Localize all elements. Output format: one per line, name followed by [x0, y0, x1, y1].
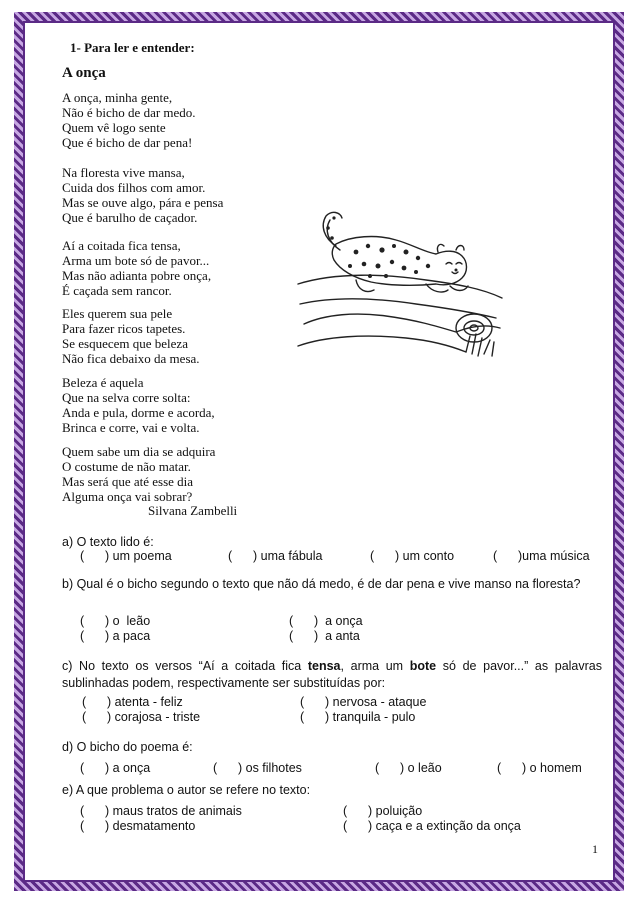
word-bote: bote [409, 659, 437, 673]
question-d-prompt: d) O bicho do poema é: [62, 740, 193, 754]
option-b-3[interactable]: ( ) a paca [80, 629, 151, 643]
stanza-1 [62, 90, 196, 150]
poem-line: Para fazer ricos tapetes. [62, 321, 186, 336]
poem-line: Que é bicho de dar pena! [62, 135, 193, 150]
option-e-2[interactable]: ( ) poluição [343, 804, 423, 818]
question-c-prompt [62, 658, 602, 692]
option-e-1[interactable]: ( ) maus tratos de animais [80, 804, 242, 818]
section-heading: 1- Para ler e entender: [70, 40, 195, 55]
poem-line: É caçada sem rancor. [62, 283, 172, 298]
poem-line: Mas se ouve algo, pára e pensa [62, 195, 224, 210]
option-b-1[interactable]: ( ) o leão [80, 614, 151, 628]
poem-line: Arma um bote só de pavor... [62, 253, 210, 268]
question-b-prompt: b) Qual é o bicho segundo o texto que não dá medo, é de dar pena e vive manso na floresta? [62, 577, 581, 591]
question-c-text-end: só de pavor...” as palavras sublinhadas podem, respectivamente ser substituídas por: [62, 659, 602, 690]
option-b-4[interactable]: ( ) a anta [289, 629, 360, 643]
poem-line: Beleza é aquela [62, 375, 144, 390]
poem-line: Se esquecem que beleza [62, 336, 188, 351]
poem-line: Eles querem sua pele [62, 306, 173, 321]
question-c-text-start: c) No texto os versos “Aí a coitada fica [62, 659, 308, 673]
stanza-3 [62, 238, 211, 298]
poem-line: Quem sabe um dia se adquira [62, 444, 216, 459]
poem-line: Não é bicho de dar medo. [62, 105, 196, 120]
option-c-1[interactable]: ( ) atenta - feliz [82, 695, 183, 709]
poem-line: Quem vê logo sente [62, 120, 166, 135]
option-c-4[interactable]: ( ) tranquila - pulo [300, 710, 416, 724]
option-d-4[interactable]: ( ) o homem [497, 761, 582, 775]
stanza-2 [62, 165, 223, 225]
poem-line: A onça, minha gente, [62, 90, 173, 105]
option-e-3[interactable]: ( ) desmatamento [80, 819, 196, 833]
stanza-5 [62, 375, 215, 435]
poem-line: Não fica debaixo da mesa. [62, 351, 200, 366]
stanza-6 [62, 444, 215, 504]
poem-line: Alguma onça vai sobrar? [62, 489, 193, 504]
poem-line: Que na selva corre solta: [62, 390, 191, 405]
poem-line: Anda e pula, dorme e acorda, [62, 405, 215, 420]
poem-line: Brinca e corre, vai e volta. [62, 420, 200, 435]
stanza-4 [62, 306, 200, 366]
option-a-4[interactable]: ( )uma música [493, 549, 590, 563]
option-a-1[interactable]: ( ) um poema [80, 549, 172, 563]
poem-line: Mas será que até esse dia [62, 474, 194, 489]
option-d-1[interactable]: ( ) a onça [80, 761, 151, 775]
page-number: 1 [592, 842, 598, 856]
question-e-prompt: e) A que problema o autor se refere no texto: [62, 783, 311, 797]
option-c-2[interactable]: ( ) nervosa - ataque [300, 695, 427, 709]
question-a-prompt: a) O texto lido é: [62, 535, 154, 549]
option-d-3[interactable]: ( ) o leão [375, 761, 442, 775]
option-e-4[interactable]: ( ) caça e a extinção da onça [343, 819, 521, 833]
poem-title: A onça [62, 65, 106, 81]
poem-line: Cuida dos filhos com amor. [62, 180, 206, 195]
jaguar-illustration [296, 206, 504, 364]
poem-line: Aí a coitada fica tensa, [62, 238, 181, 253]
question-c-text-mid: , arma um [340, 659, 410, 673]
option-d-2[interactable]: ( ) os filhotes [213, 761, 302, 775]
option-c-3[interactable]: ( ) corajosa - triste [82, 710, 201, 724]
poem-line: O costume de não matar. [62, 459, 191, 474]
poem-line: Mas não adianta pobre onça, [62, 268, 212, 283]
option-a-2[interactable]: ( ) uma fábula [228, 549, 323, 563]
poem-author: Silvana Zambelli [148, 503, 238, 518]
option-a-3[interactable]: ( ) um conto [370, 549, 455, 563]
poem-line: Que é barulho de caçador. [62, 210, 198, 225]
poem-line: Na floresta vive mansa, [62, 165, 185, 180]
option-b-2[interactable]: ( ) a onça [289, 614, 363, 628]
word-tensa: tensa [307, 659, 341, 673]
